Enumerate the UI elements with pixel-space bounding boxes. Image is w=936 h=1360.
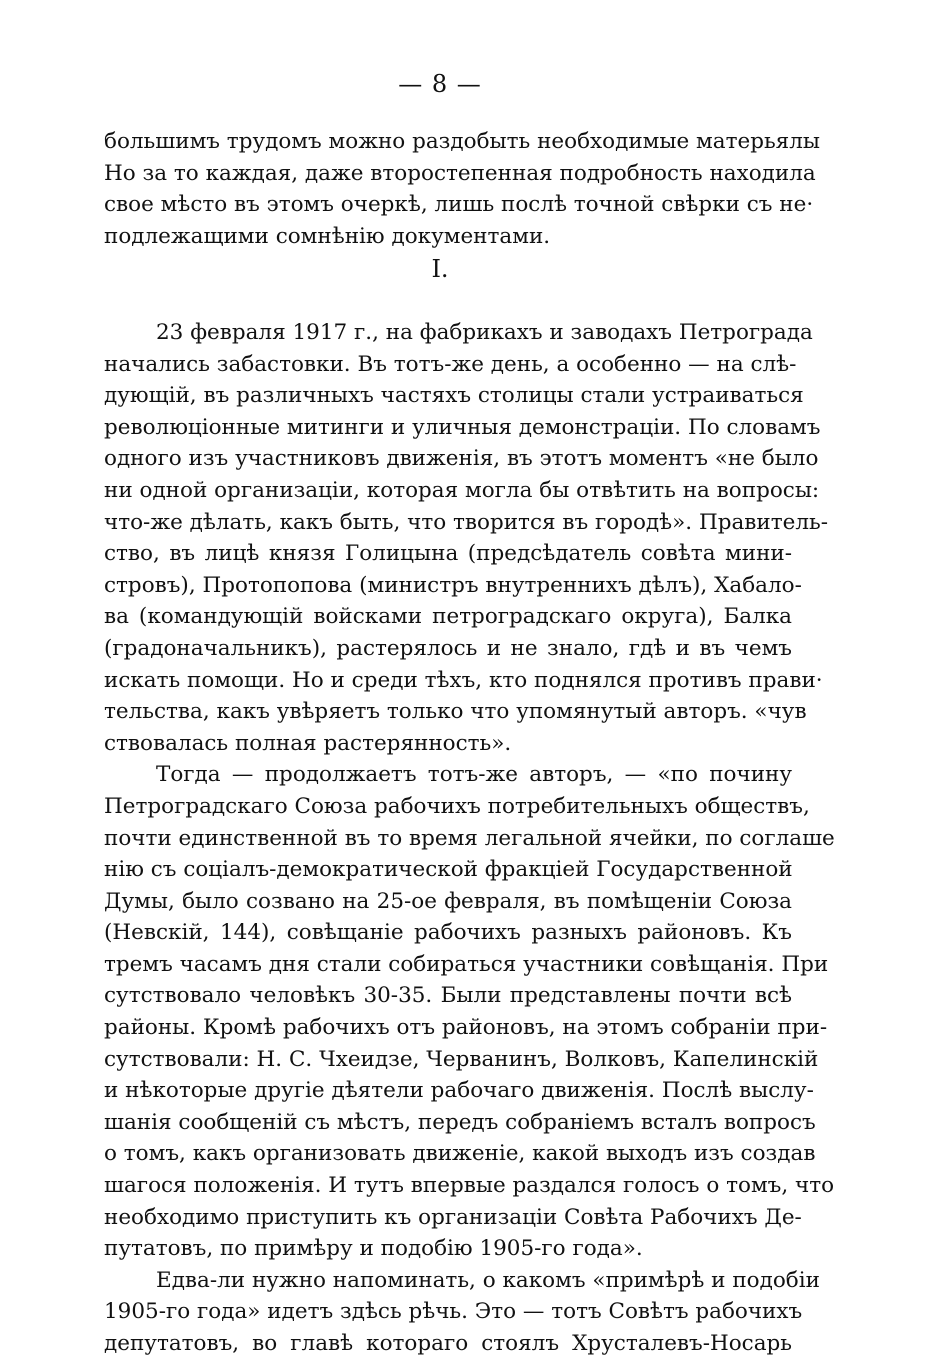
text-line: искать помощи. Но и среди тѣхъ, кто поднялся противъ прави· xyxy=(104,667,823,693)
text-line: ство, въ лицѣ князя Голицына (предсѣдатель совѣта мини- xyxy=(104,541,792,567)
text-line: Тогда — продолжаетъ тотъ-же авторъ, — «по почину xyxy=(156,762,792,788)
text-line: депутатовъ, во главѣ котораго стоялъ Хрусталевъ-Носарь xyxy=(104,1331,792,1356)
text-line: начались забастовки. Въ тотъ-же день, а особенно — на слѣ- xyxy=(104,351,797,377)
text-line: (Невскій, 144), совѣщаніе рабочихъ разныхъ районовъ. Къ xyxy=(104,920,792,946)
text-line: ствовалась полная растерянность». xyxy=(104,730,512,756)
text-line: стровъ), Протопопова (министръ внутреннихъ дѣлъ), Хабало- xyxy=(104,572,802,598)
text-line: Но за то каждая, даже второстепенная подробность находила xyxy=(104,160,816,186)
text-line: что-же дѣлать, какъ быть, что творится въ городѣ». Правитель- xyxy=(104,509,828,535)
text-line: необходимо приступить къ организаціи Совѣта Рабочихъ Де- xyxy=(104,1204,802,1230)
text-line: сутствовали: Н. С. Чхеидзе, Черванинъ, Волковъ, Капелинскій xyxy=(104,1046,819,1072)
text-line: Едва-ли нужно напоминать, о какомъ «примѣрѣ и подобіи xyxy=(156,1267,820,1293)
text-line: ни одной организаціи, которая могла бы отвѣтить на вопросы: xyxy=(104,477,820,503)
text-line: 1905-го года» идетъ здѣсь рѣчь. Это — тотъ Совѣтъ рабочихъ xyxy=(104,1299,803,1325)
text-line: почти единственной въ то время легальной ячейки, по соглаше xyxy=(104,825,835,851)
text-line: (градоначальникъ), растерялось и не знало, гдѣ и въ чемъ xyxy=(104,635,792,661)
text-line: свое мѣсто въ этомъ очеркѣ, лишь послѣ точной свѣрки съ не· xyxy=(104,192,814,218)
text-line: Петроградскаго Союза рабочихъ потребительныхъ обществъ, xyxy=(104,793,810,819)
text-line: ва (командующій войсками петроградскаго округа), Балка xyxy=(104,604,792,630)
text-line: шагося положенія. И тутъ впервые раздался голосъ о томъ, что xyxy=(104,1173,835,1199)
text-line: дующій, въ различныхъ частяхъ столицы стали устраиваться xyxy=(104,383,804,409)
text-line: большимъ трудомъ можно раздобыть необходимые матерьялы xyxy=(104,129,820,154)
text-line: нію съ соціалъ-демократической фракціей Государственной xyxy=(104,857,793,883)
text-line: тельства, какъ увѣряетъ только что упомянутый авторъ. «чув xyxy=(104,699,807,725)
text-line: тремъ часамъ дня стали собираться участники совѣщанія. При xyxy=(104,951,829,977)
intro-paragraph xyxy=(104,126,820,252)
text-line: шанія сообщеній съ мѣстъ, передъ собраніемъ всталъ вопросъ xyxy=(104,1109,816,1135)
text-line: о томъ, какъ организовать движеніе, какой выходъ изъ создав xyxy=(104,1141,816,1167)
text-line: Думы, было созвано на 25-ое февраля, въ помѣщеніи Союза xyxy=(104,888,792,914)
page-number: — 8 — xyxy=(398,70,482,98)
main-text xyxy=(104,317,835,1360)
text-line: одного изъ участниковъ движенія, въ этотъ моментъ «не было xyxy=(104,446,819,472)
text-line: районы. Кромѣ рабочихъ отъ районовъ, на этомъ собраніи при- xyxy=(104,1015,828,1041)
text-line: сутствовало человѣкъ 30-35. Были представлены почти всѣ xyxy=(104,983,792,1009)
chapter-heading: I. xyxy=(431,255,449,283)
text-line: революціонные митинги и уличныя демонстраціи. По словамъ xyxy=(104,414,821,440)
text-line: путатовъ, по примѣру и подобію 1905-го года». xyxy=(104,1236,643,1262)
text-line: подлежащими сомнѣнію документами. xyxy=(104,223,551,249)
text-line: и нѣкоторые другіе дѣятели рабочаго движенія. Послѣ выслу- xyxy=(104,1078,814,1104)
text-line: 23 февраля 1917 г., на фабрикахъ и заводахъ Петрограда xyxy=(156,320,813,345)
